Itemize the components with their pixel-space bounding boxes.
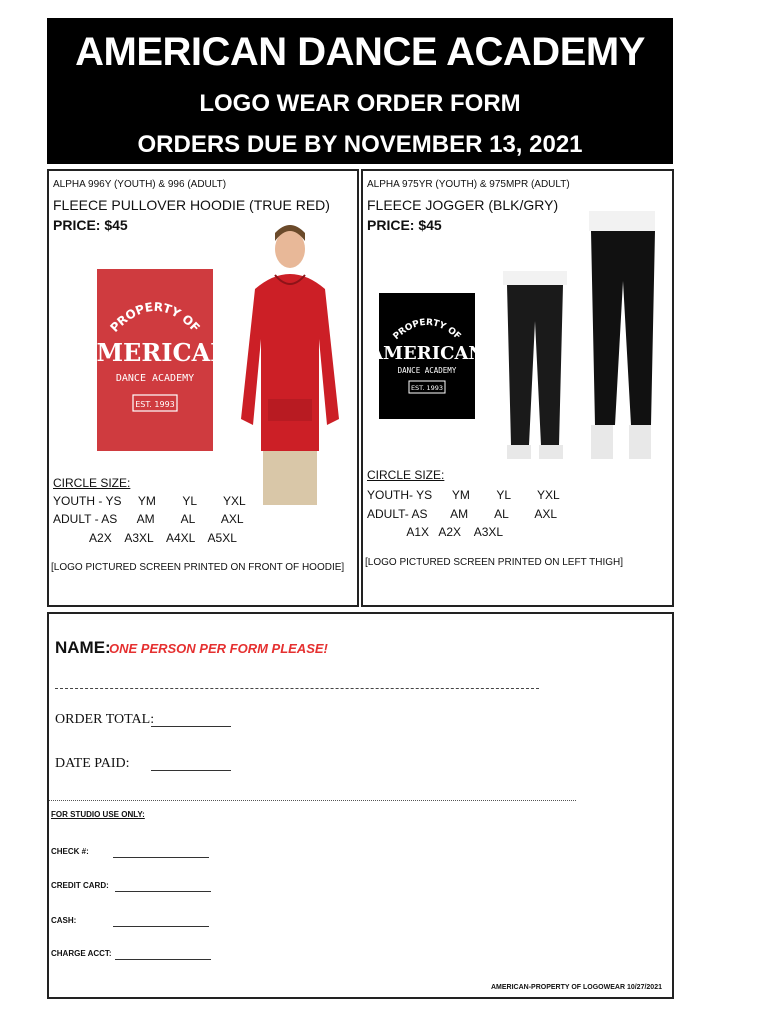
product-jogger — [361, 169, 674, 607]
svg-text:PROPERTY OF — [392, 318, 463, 342]
hoodie-style: ALPHA 996Y (YOUTH) & 996 (ADULT) — [53, 179, 227, 190]
jogger-youth-sizes[interactable]: YOUTH- YS YM YL YXL — [367, 488, 560, 502]
academy-title: AMERICAN DANCE ACADEMY — [75, 30, 645, 74]
jogger-logo-art — [379, 293, 475, 419]
jogger-print-note: [LOGO PICTURED SCREEN PRINTED ON LEFT THIGH] — [365, 557, 623, 568]
credit-card-blank[interactable] — [115, 891, 211, 892]
hoodie-print-note: [LOGO PICTURED SCREEN PRINTED ON FRONT OF HOODIE] — [51, 562, 345, 573]
svg-text:PROPERTY OF — [107, 300, 202, 335]
hoodie-logo-image — [97, 269, 213, 451]
charge-acct-blank[interactable] — [115, 959, 211, 960]
hoodie-youth-sizes[interactable]: YOUTH - YS YM YL YXL — [53, 494, 246, 508]
hoodie-adult-plus-sizes[interactable]: A2X A3XL A4XL A5XL — [53, 531, 237, 545]
jogger-model-image — [495, 211, 665, 465]
date-paid-label: DATE PAID: — [55, 756, 130, 771]
order-section — [47, 612, 674, 999]
logo-american-text: MERICA — [97, 338, 211, 367]
hoodie-model-image — [235, 219, 345, 505]
jogger-logo-image — [379, 293, 475, 419]
jogger-name: FLEECE JOGGER (BLK/GRY) — [367, 197, 559, 213]
name-label: NAME: — [55, 638, 111, 657]
hoodie-circle-size-label: CIRCLE SIZE: — [53, 476, 131, 490]
jogger-adult-sizes[interactable]: ADULT- AS AM AL AXL — [367, 507, 558, 521]
product-hoodie — [47, 169, 359, 607]
order-total-blank[interactable] — [151, 726, 231, 727]
credit-card-label: CREDIT CARD: — [51, 881, 109, 890]
logo-academy-text: DANCE ACADEMY — [397, 366, 457, 375]
studio-use-label: FOR STUDIO USE ONLY: — [51, 810, 145, 819]
logo-est-text: EST. 1993 — [410, 384, 444, 392]
logo-arc-text: PROPERTY OF — [107, 299, 203, 335]
order-total-label: ORDER TOTAL: — [55, 712, 155, 727]
jogger-adult-plus-sizes[interactable]: A1X A2X A3XL — [367, 525, 504, 539]
jogger-circle-size-label: CIRCLE SIZE: — [367, 468, 445, 482]
hoodie-logo-art — [97, 269, 213, 451]
date-paid-blank[interactable] — [151, 770, 231, 771]
cash-label: CASH: — [51, 916, 77, 925]
logo-academy-text: DANCE ACADEMY — [115, 373, 195, 384]
jogger-price: PRICE: $45 — [367, 217, 442, 233]
name-note: ONE PERSON PER FORM PLEASE! — [109, 641, 328, 656]
check-label: CHECK #: — [51, 847, 89, 856]
studio-divider — [49, 800, 576, 801]
name-input-line[interactable] — [55, 688, 539, 689]
logo-est-text: EST. 1993 — [135, 400, 175, 409]
form-header — [47, 18, 673, 164]
form-subtitle: LOGO WEAR ORDER FORM — [199, 90, 521, 117]
cash-blank[interactable] — [113, 926, 209, 927]
hoodie-price: PRICE: $45 — [53, 217, 128, 233]
check-blank[interactable] — [113, 857, 209, 858]
due-date: ORDERS DUE BY NOVEMBER 13, 2021 — [137, 131, 583, 158]
charge-acct-label: CHARGE ACCT: — [51, 949, 112, 958]
hoodie-adult-sizes[interactable]: ADULT - AS AM AL AXL — [53, 512, 244, 526]
jogger-style: ALPHA 975YR (YOUTH) & 975MPR (ADULT) — [367, 179, 570, 190]
footer-text: AMERICAN-PROPERTY OF LOGOWEAR 10/27/2021 — [490, 984, 662, 991]
logo-arc-text: PROPERTY OF — [391, 317, 463, 342]
hoodie-name: FLEECE PULLOVER HOODIE (TRUE RED) — [53, 197, 330, 213]
logo-american-text: MERICA — [383, 343, 469, 364]
